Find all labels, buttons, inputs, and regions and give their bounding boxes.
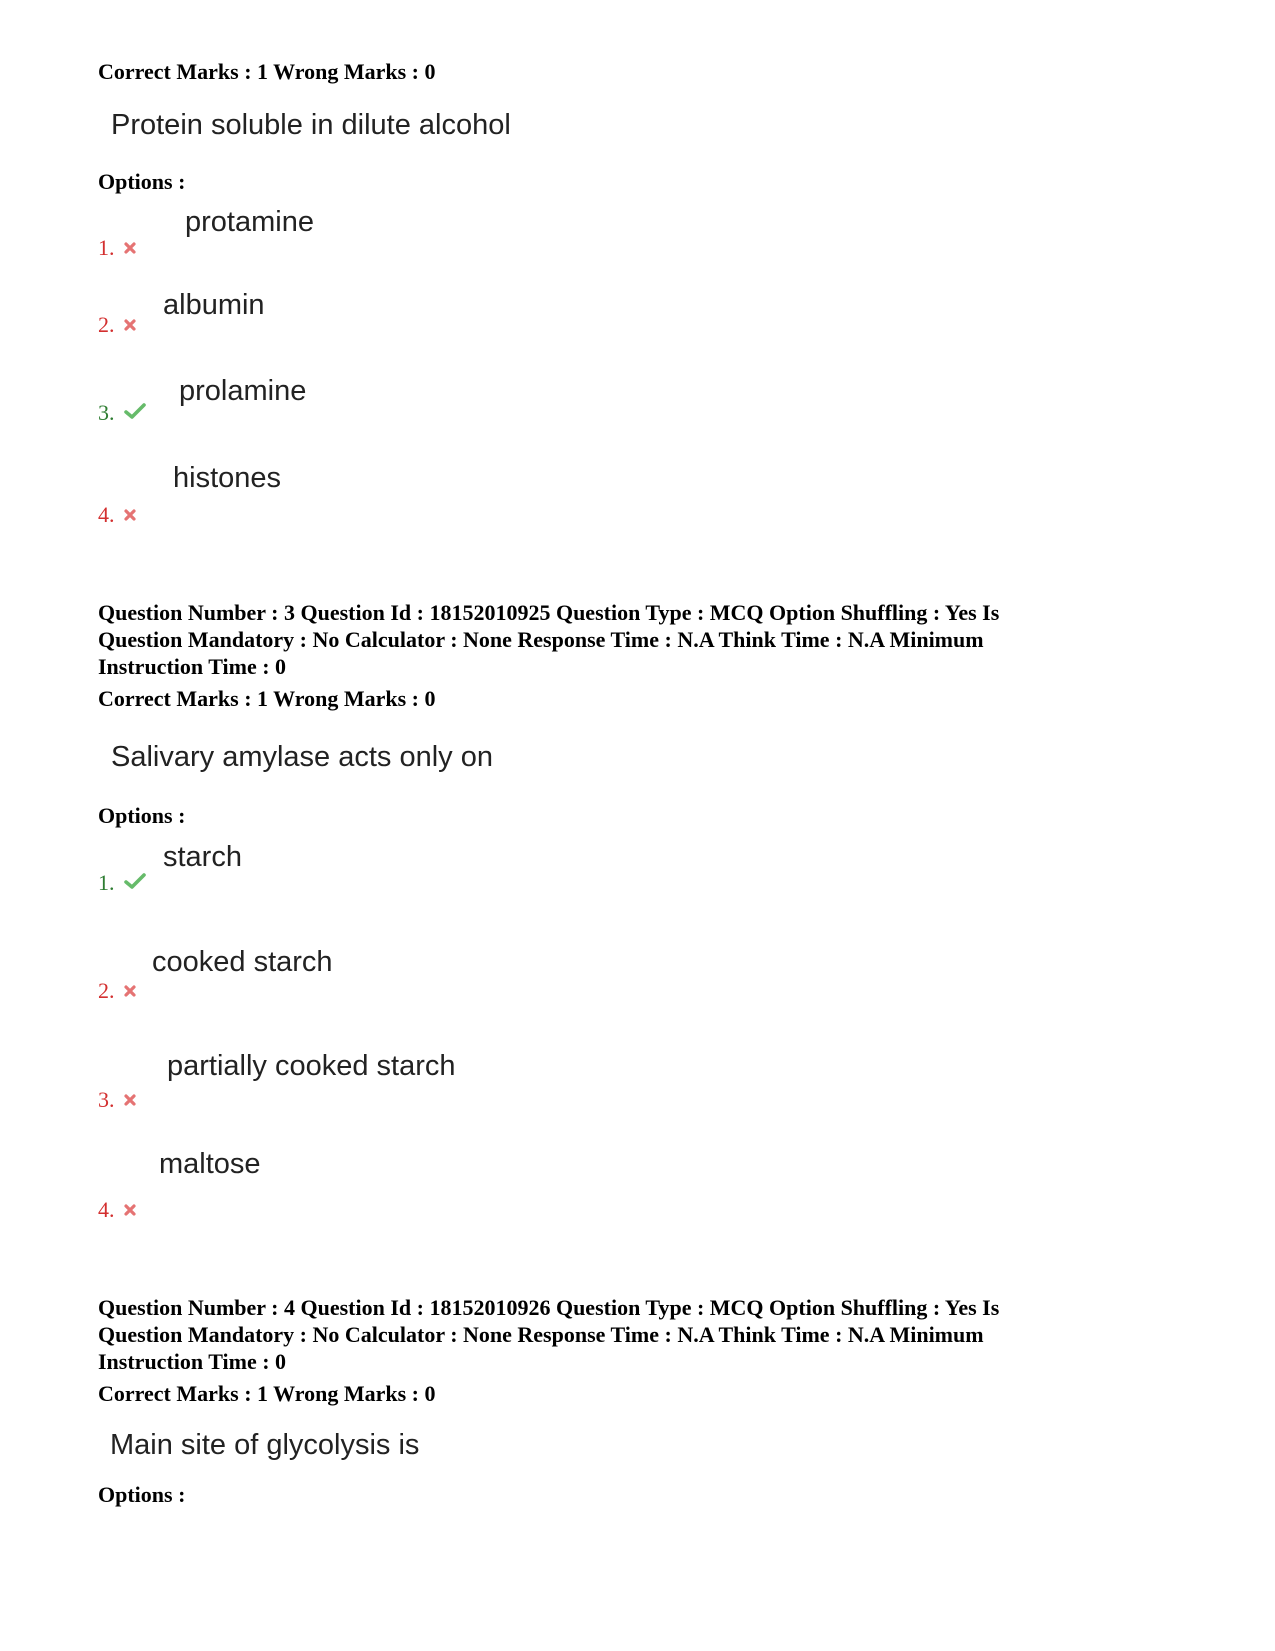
check-icon bbox=[123, 400, 147, 426]
cross-icon bbox=[123, 312, 137, 338]
cross-icon bbox=[123, 235, 137, 261]
option-number bbox=[98, 400, 147, 426]
option-number-label: 2. bbox=[98, 312, 115, 337]
question-text: Salivary amylase acts only on bbox=[111, 741, 493, 773]
check-icon bbox=[123, 870, 147, 896]
option-text: albumin bbox=[163, 289, 265, 321]
option-number bbox=[98, 502, 137, 528]
question-text: Main site of glycolysis is bbox=[110, 1429, 420, 1461]
question-text: Protein soluble in dilute alcohol bbox=[111, 109, 511, 141]
option-number-label: 3. bbox=[98, 1087, 115, 1112]
option-number-label: 2. bbox=[98, 978, 115, 1003]
correct-wrong-marks: Correct Marks : 1 Wrong Marks : 0 bbox=[98, 59, 436, 84]
option-number bbox=[98, 312, 137, 338]
question-meta bbox=[98, 1294, 1178, 1375]
option-number bbox=[98, 978, 137, 1004]
option-number bbox=[98, 1087, 137, 1113]
question-meta-line: Question Number : 3 Question Id : 18152010925 Question Type : MCQ Option Shuffling : Yes Is bbox=[98, 600, 1000, 625]
option-number-label: 3. bbox=[98, 400, 115, 425]
option-text: prolamine bbox=[179, 375, 307, 407]
question-meta-line: Instruction Time : 0 bbox=[98, 654, 287, 679]
cross-icon bbox=[123, 1197, 137, 1223]
option-text: partially cooked starch bbox=[167, 1050, 456, 1082]
option-number bbox=[98, 870, 147, 896]
option-number bbox=[98, 235, 137, 261]
option-number-label: 4. bbox=[98, 1197, 115, 1222]
options-label: Options : bbox=[98, 803, 186, 828]
option-number-label: 1. bbox=[98, 870, 115, 895]
option-text: maltose bbox=[159, 1148, 261, 1180]
question-meta-line: Question Number : 4 Question Id : 18152010926 Question Type : MCQ Option Shuffling : Yes Is bbox=[98, 1295, 1000, 1320]
option-text: starch bbox=[163, 841, 242, 873]
option-text: protamine bbox=[185, 206, 314, 238]
options-label: Options : bbox=[98, 1482, 186, 1507]
option-text: histones bbox=[173, 462, 282, 494]
question-meta-line: Question Mandatory : No Calculator : None Response Time : N.A Think Time : N.A Minimum bbox=[98, 627, 984, 652]
cross-icon bbox=[123, 502, 137, 528]
option-number bbox=[98, 1197, 137, 1223]
cross-icon bbox=[123, 978, 137, 1004]
option-number-label: 1. bbox=[98, 235, 115, 260]
question-meta-line: Instruction Time : 0 bbox=[98, 1349, 287, 1374]
question-meta bbox=[98, 599, 1178, 680]
correct-wrong-marks: Correct Marks : 1 Wrong Marks : 0 bbox=[98, 1381, 436, 1406]
question-meta-line: Question Mandatory : No Calculator : None Response Time : N.A Think Time : N.A Minimum bbox=[98, 1322, 984, 1347]
option-text: cooked starch bbox=[152, 946, 333, 978]
correct-wrong-marks: Correct Marks : 1 Wrong Marks : 0 bbox=[98, 686, 436, 711]
cross-icon bbox=[123, 1087, 137, 1113]
option-number-label: 4. bbox=[98, 502, 115, 527]
options-label: Options : bbox=[98, 169, 186, 194]
